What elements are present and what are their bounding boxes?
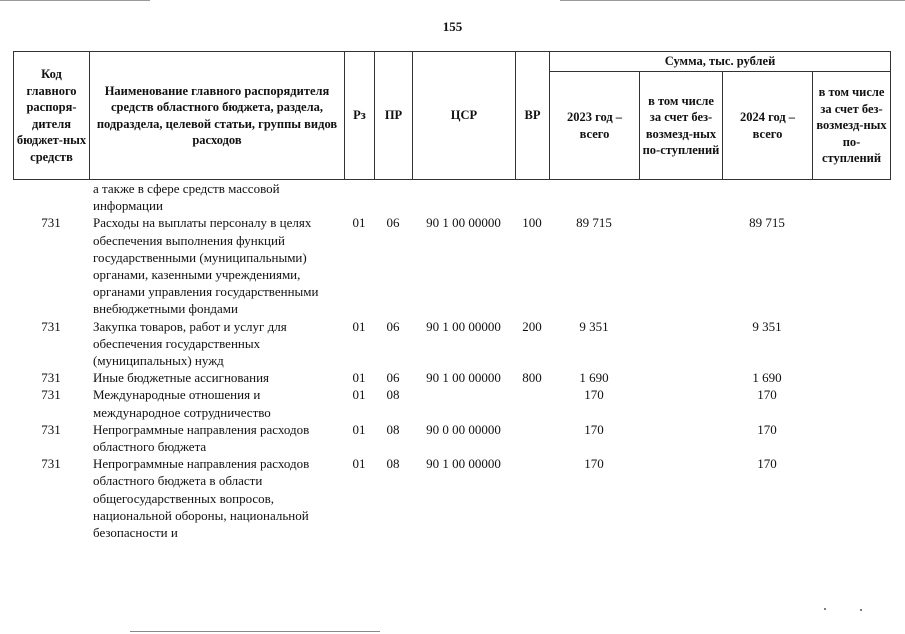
row-rz: 01 xyxy=(352,370,366,386)
table-row xyxy=(13,386,890,420)
row-2023-grants xyxy=(639,386,722,420)
row-2024-grants xyxy=(812,386,890,420)
row-code: 731 xyxy=(41,370,61,386)
header-pr: ПР xyxy=(375,52,413,180)
row-2023-total: 89 715 xyxy=(576,215,612,231)
row-name: Закупка товаров, работ и услуг для обеспечения государственных (муниципальных) нужд xyxy=(93,318,287,369)
row-name: Иные бюджетные ассигнования xyxy=(93,370,270,386)
row-2024-total: 170 xyxy=(757,421,777,437)
row-2024-total: 170 xyxy=(757,387,777,403)
row-code: 731 xyxy=(41,318,61,334)
header-2023-grants: в том числе за счет без-возмезд-ных по-ступлений xyxy=(640,72,723,180)
header-code: Код главного распоря-дителя бюджет-ных средств xyxy=(14,52,90,180)
row-2023-grants xyxy=(639,421,722,455)
scan-artifact xyxy=(130,631,380,632)
header-2024-grants: в том числе за счет без-возмезд-ных по-ступлений xyxy=(813,72,891,180)
row-2023-grants xyxy=(639,455,722,541)
row-name: Непрограммные направления расходов областного бюджета xyxy=(93,421,310,455)
row-csr xyxy=(412,180,515,214)
row-rz: 01 xyxy=(352,387,366,403)
table-row xyxy=(13,369,890,386)
row-rz: 01 xyxy=(352,421,366,437)
table-row xyxy=(13,214,890,317)
row-2024-grants xyxy=(812,455,890,541)
row-2023-grants xyxy=(639,214,722,317)
row-rz: 01 xyxy=(352,318,366,334)
row-2024-grants xyxy=(812,421,890,455)
row-vr xyxy=(515,180,549,214)
row-2023-grants xyxy=(639,369,722,386)
row-pr: 08 xyxy=(386,421,400,437)
row-2023-total xyxy=(549,180,639,214)
row-2024-total: 170 xyxy=(757,456,777,472)
header-vr: ВР xyxy=(516,52,550,180)
row-vr xyxy=(515,386,549,420)
row-code xyxy=(13,180,89,214)
table-header xyxy=(13,51,891,180)
row-name: Непрограммные направления расходов областного бюджета в области общегосударственных вопросов, национальной обороны, национальной безопасности и xyxy=(93,456,310,541)
row-pr: 06 xyxy=(386,215,400,231)
row-code: 731 xyxy=(41,421,61,437)
table-rows xyxy=(13,180,890,541)
scan-artifact xyxy=(824,608,826,610)
row-2024-total: 1 690 xyxy=(752,370,782,386)
row-vr: 800 xyxy=(522,370,542,386)
row-vr: 200 xyxy=(522,318,542,334)
row-code: 731 xyxy=(41,456,61,472)
page-number: 155 xyxy=(442,19,463,34)
row-csr: 90 0 00 00000 xyxy=(426,421,501,437)
row-2024-grants xyxy=(812,214,890,317)
row-csr: 90 1 00 00000 xyxy=(426,215,501,231)
row-2023-total: 170 xyxy=(584,421,604,437)
table-body xyxy=(13,180,890,541)
row-code: 731 xyxy=(41,215,61,231)
row-2023-grants xyxy=(639,180,722,214)
row-vr xyxy=(515,455,549,541)
scan-artifact xyxy=(860,609,862,611)
header-name: Наименование главного распорядителя средств областного бюджета, раздела, подраздела, целевой статьи, группы видов расходов xyxy=(90,52,345,180)
row-pr xyxy=(374,180,412,214)
row-name: а также в сфере средств массовой информации xyxy=(93,181,280,214)
row-pr: 06 xyxy=(386,370,400,386)
row-2023-total: 170 xyxy=(584,456,604,472)
row-csr xyxy=(412,386,515,420)
header-rz: Рз xyxy=(345,52,375,180)
row-name: Международные отношения и международное сотрудничество xyxy=(93,387,271,420)
row-rz: 01 xyxy=(352,215,366,231)
row-vr: 100 xyxy=(522,215,542,231)
row-2024-total: 89 715 xyxy=(749,215,785,231)
row-2023-total: 170 xyxy=(584,387,604,403)
row-pr: 06 xyxy=(386,318,400,334)
row-rz xyxy=(344,180,374,214)
row-csr: 90 1 00 00000 xyxy=(426,318,501,334)
header-2023-total: 2023 год – всего xyxy=(550,72,640,180)
row-2024-total: 9 351 xyxy=(752,318,782,334)
row-pr: 08 xyxy=(386,456,400,472)
header-2024-total: 2024 год – всего xyxy=(723,72,813,180)
row-rz: 01 xyxy=(352,456,366,472)
scan-artifact xyxy=(560,0,905,1)
row-code: 731 xyxy=(41,387,61,403)
table-row xyxy=(13,318,890,370)
row-csr: 90 1 00 00000 xyxy=(426,370,501,386)
row-csr: 90 1 00 00000 xyxy=(426,456,501,472)
row-name: Расходы на выплаты персоналу в целях обеспечения выполнения функций государственными (муниципальными) органами, казенными учреждениями, органами управления государственными внебюджетными фондами xyxy=(93,215,319,317)
scan-artifact xyxy=(0,0,150,1)
row-2023-grants xyxy=(639,318,722,370)
row-2023-total: 1 690 xyxy=(579,370,609,386)
row-2023-total: 9 351 xyxy=(579,318,609,334)
header-sum-title: Сумма, тыс. рублей xyxy=(550,52,891,72)
row-pr: 08 xyxy=(386,387,400,403)
row-2024-grants xyxy=(812,318,890,370)
row-2024-total xyxy=(722,180,812,214)
row-2024-grants xyxy=(812,180,890,214)
table-row xyxy=(13,180,890,214)
table-row xyxy=(13,455,890,541)
row-2024-grants xyxy=(812,369,890,386)
header-csr: ЦСР xyxy=(413,52,516,180)
table-row xyxy=(13,421,890,455)
row-vr xyxy=(515,421,549,455)
